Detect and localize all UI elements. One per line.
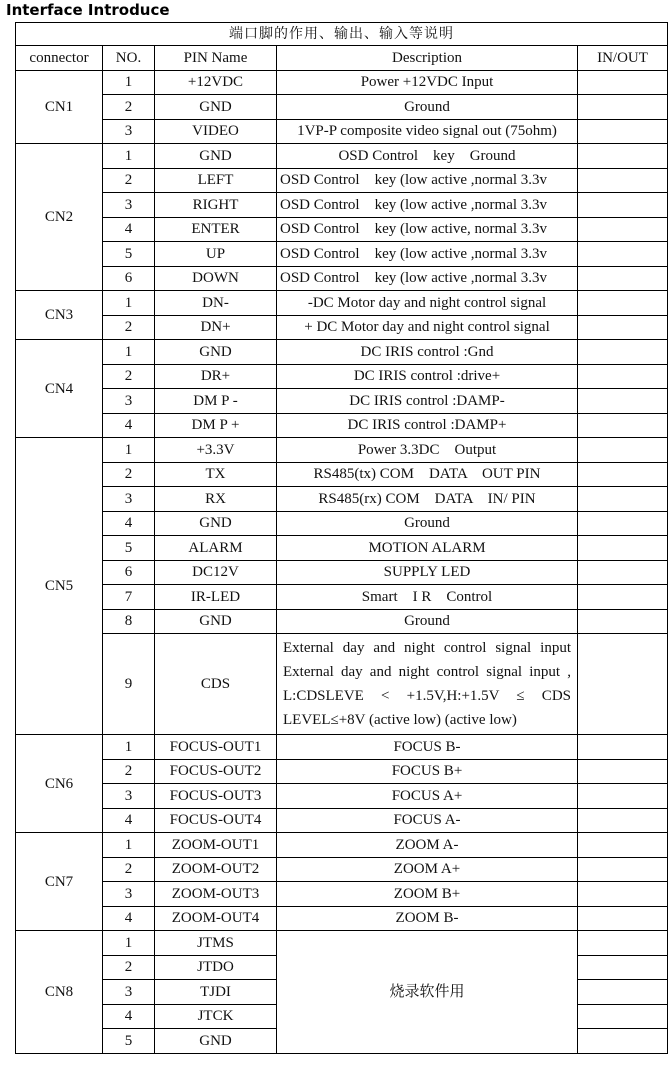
description-cell: Smart I R Control	[277, 585, 578, 610]
pin-number-cell: 4	[103, 1004, 155, 1029]
table-caption: 端口脚的作用、输出、输入等说明	[16, 23, 668, 46]
pin-number-cell: 5	[103, 1029, 155, 1054]
pin-number-cell: 4	[103, 906, 155, 931]
description-cell: 烧录软件用	[277, 931, 578, 1054]
table-row	[16, 70, 668, 95]
pin-number-cell: 2	[103, 364, 155, 389]
caption-row	[16, 23, 668, 46]
pin-number-cell: 2	[103, 168, 155, 193]
table-row	[16, 144, 668, 169]
pin-name-cell: UP	[155, 242, 277, 267]
header-connector: connector	[16, 46, 103, 71]
table-row	[16, 438, 668, 463]
pin-name-cell: RX	[155, 487, 277, 512]
in-out-cell	[578, 980, 668, 1005]
in-out-cell	[578, 882, 668, 907]
pin-number-cell: 3	[103, 193, 155, 218]
pin-number-cell: 3	[103, 119, 155, 144]
description-cell: External day and night control signal input External day and night control signal input , L:CDSLEVE < +1.5V,H:+1.5V ≤ CDS LEVEL≤+8V (active low) (active low)	[277, 634, 578, 735]
pin-number-cell: 6	[103, 560, 155, 585]
in-out-cell	[578, 168, 668, 193]
pin-name-cell: DC12V	[155, 560, 277, 585]
pin-name-cell: GND	[155, 511, 277, 536]
description-cell: OSD Control key (low active ,normal 3.3v	[277, 168, 578, 193]
pin-number-cell: 1	[103, 70, 155, 95]
table-row	[16, 95, 668, 120]
pin-name-cell: TX	[155, 462, 277, 487]
description-cell: Ground	[277, 95, 578, 120]
pin-name-cell: FOCUS-OUT4	[155, 808, 277, 833]
pin-number-cell: 5	[103, 536, 155, 561]
in-out-cell	[578, 609, 668, 634]
pin-name-cell: JTCK	[155, 1004, 277, 1029]
pin-number-cell: 7	[103, 585, 155, 610]
pin-number-cell: 1	[103, 438, 155, 463]
table-row	[16, 413, 668, 438]
in-out-cell	[578, 511, 668, 536]
in-out-cell	[578, 70, 668, 95]
in-out-cell	[578, 291, 668, 316]
pin-name-cell: IR-LED	[155, 585, 277, 610]
pin-name-cell: DM P -	[155, 389, 277, 414]
connector-cell: CN8	[16, 931, 103, 1054]
table-row	[16, 217, 668, 242]
table-row	[16, 784, 668, 809]
in-out-cell	[578, 462, 668, 487]
pin-number-cell: 2	[103, 759, 155, 784]
description-cell: Power 3.3DC Output	[277, 438, 578, 463]
in-out-cell	[578, 242, 668, 267]
table-row	[16, 808, 668, 833]
table-row	[16, 119, 668, 144]
description-cell: Ground	[277, 609, 578, 634]
table-row	[16, 340, 668, 365]
page-heading: Interface Introduce	[6, 1, 170, 19]
description-cell: OSD Control key (low active ,normal 3.3v	[277, 193, 578, 218]
table-row	[16, 462, 668, 487]
in-out-cell	[578, 364, 668, 389]
table-row	[16, 266, 668, 291]
header-pin-name: PIN Name	[155, 46, 277, 71]
header-no: NO.	[103, 46, 155, 71]
pin-name-cell: +3.3V	[155, 438, 277, 463]
in-out-cell	[578, 1029, 668, 1054]
table-row	[16, 560, 668, 585]
in-out-cell	[578, 1004, 668, 1029]
in-out-cell	[578, 340, 668, 365]
in-out-cell	[578, 487, 668, 512]
description-cell: RS485(tx) COM DATA OUT PIN	[277, 462, 578, 487]
in-out-cell	[578, 438, 668, 463]
connector-cell: CN6	[16, 735, 103, 833]
table-row	[16, 193, 668, 218]
description-cell: FOCUS B+	[277, 759, 578, 784]
pin-name-cell: RIGHT	[155, 193, 277, 218]
pin-name-cell: VIDEO	[155, 119, 277, 144]
in-out-cell	[578, 193, 668, 218]
description-cell: MOTION ALARM	[277, 536, 578, 561]
table-row	[16, 536, 668, 561]
pin-number-cell: 3	[103, 389, 155, 414]
table-row	[16, 609, 668, 634]
pin-name-cell: ZOOM-OUT4	[155, 906, 277, 931]
pin-number-cell: 1	[103, 291, 155, 316]
in-out-cell	[578, 906, 668, 931]
in-out-cell	[578, 735, 668, 760]
header-in-out: IN/OUT	[578, 46, 668, 71]
connector-cell: CN4	[16, 340, 103, 438]
description-cell: DC IRIS control :Gnd	[277, 340, 578, 365]
table-row	[16, 242, 668, 267]
pin-number-cell: 5	[103, 242, 155, 267]
pin-number-cell: 4	[103, 413, 155, 438]
pin-number-cell: 4	[103, 511, 155, 536]
pin-name-cell: FOCUS-OUT1	[155, 735, 277, 760]
pin-name-cell: GND	[155, 144, 277, 169]
pin-name-cell: ZOOM-OUT2	[155, 857, 277, 882]
table-row	[16, 857, 668, 882]
pin-name-cell: DN-	[155, 291, 277, 316]
description-cell: ZOOM B+	[277, 882, 578, 907]
header-description: Description	[277, 46, 578, 71]
description-cell: RS485(rx) COM DATA IN/ PIN	[277, 487, 578, 512]
pin-name-cell: TJDI	[155, 980, 277, 1005]
pin-name-cell: GND	[155, 609, 277, 634]
description-cell: DC IRIS control :DAMP-	[277, 389, 578, 414]
pin-number-cell: 3	[103, 882, 155, 907]
in-out-cell	[578, 784, 668, 809]
table-row	[16, 487, 668, 512]
in-out-cell	[578, 955, 668, 980]
description-cell: FOCUS A-	[277, 808, 578, 833]
pin-name-cell: DN+	[155, 315, 277, 340]
pin-name-cell: JTMS	[155, 931, 277, 956]
table-row	[16, 931, 668, 956]
pin-number-cell: 8	[103, 609, 155, 634]
table-row	[16, 882, 668, 907]
pin-number-cell: 2	[103, 955, 155, 980]
in-out-cell	[578, 808, 668, 833]
pin-number-cell: 1	[103, 735, 155, 760]
description-cell: ZOOM A+	[277, 857, 578, 882]
connector-cell: CN2	[16, 144, 103, 291]
description-cell: ZOOM A-	[277, 833, 578, 858]
pin-name-cell: +12VDC	[155, 70, 277, 95]
pin-name-cell: CDS	[155, 634, 277, 735]
pin-name-cell: LEFT	[155, 168, 277, 193]
pin-number-cell: 2	[103, 462, 155, 487]
description-cell: FOCUS B-	[277, 735, 578, 760]
description-cell: SUPPLY LED	[277, 560, 578, 585]
connector-cell: CN3	[16, 291, 103, 340]
interface-table-body	[16, 23, 668, 1054]
in-out-cell	[578, 634, 668, 735]
in-out-cell	[578, 931, 668, 956]
description-cell: OSD Control key (low active ,normal 3.3v	[277, 242, 578, 267]
in-out-cell	[578, 217, 668, 242]
pin-number-cell: 9	[103, 634, 155, 735]
pin-name-cell: GND	[155, 1029, 277, 1054]
connector-cell: CN5	[16, 438, 103, 735]
pin-name-cell: FOCUS-OUT3	[155, 784, 277, 809]
pin-name-cell: DR+	[155, 364, 277, 389]
pin-number-cell: 4	[103, 217, 155, 242]
description-cell: OSD Control key Ground	[277, 144, 578, 169]
table-row	[16, 585, 668, 610]
table-row	[16, 511, 668, 536]
table-row	[16, 168, 668, 193]
connector-cell: CN1	[16, 70, 103, 144]
in-out-cell	[578, 560, 668, 585]
pin-name-cell: DOWN	[155, 266, 277, 291]
pin-name-cell: ALARM	[155, 536, 277, 561]
pin-number-cell: 3	[103, 980, 155, 1005]
pin-number-cell: 3	[103, 487, 155, 512]
in-out-cell	[578, 857, 668, 882]
in-out-cell	[578, 95, 668, 120]
pin-number-cell: 2	[103, 315, 155, 340]
in-out-cell	[578, 833, 668, 858]
table-row	[16, 389, 668, 414]
description-cell: OSD Control key (low active, normal 3.3v	[277, 217, 578, 242]
description-cell: OSD Control key (low active ,normal 3.3v	[277, 266, 578, 291]
table-row	[16, 833, 668, 858]
table-row	[16, 364, 668, 389]
pin-name-cell: GND	[155, 340, 277, 365]
description-cell: Ground	[277, 511, 578, 536]
in-out-cell	[578, 315, 668, 340]
description-cell: 1VP-P composite video signal out (75ohm)	[277, 119, 578, 144]
in-out-cell	[578, 585, 668, 610]
table-row	[16, 291, 668, 316]
pin-name-cell: ZOOM-OUT3	[155, 882, 277, 907]
pin-name-cell: JTDO	[155, 955, 277, 980]
pin-number-cell: 2	[103, 857, 155, 882]
pin-number-cell: 1	[103, 144, 155, 169]
pin-name-cell: FOCUS-OUT2	[155, 759, 277, 784]
pin-number-cell: 1	[103, 931, 155, 956]
in-out-cell	[578, 119, 668, 144]
pin-name-cell: DM P +	[155, 413, 277, 438]
description-cell: DC IRIS control :DAMP+	[277, 413, 578, 438]
pin-number-cell: 2	[103, 95, 155, 120]
in-out-cell	[578, 413, 668, 438]
table-row	[16, 906, 668, 931]
in-out-cell	[578, 144, 668, 169]
connector-cell: CN7	[16, 833, 103, 931]
in-out-cell	[578, 536, 668, 561]
description-cell: DC IRIS control :drive+	[277, 364, 578, 389]
description-cell: -DC Motor day and night control signal	[277, 291, 578, 316]
table-row	[16, 735, 668, 760]
interface-table	[15, 22, 668, 1054]
table-row	[16, 315, 668, 340]
in-out-cell	[578, 266, 668, 291]
table-row	[16, 759, 668, 784]
in-out-cell	[578, 759, 668, 784]
header-row	[16, 46, 668, 71]
description-cell: Power +12VDC Input	[277, 70, 578, 95]
description-cell: FOCUS A+	[277, 784, 578, 809]
pin-number-cell: 6	[103, 266, 155, 291]
table-row	[16, 634, 668, 735]
pin-number-cell: 1	[103, 833, 155, 858]
pin-name-cell: ZOOM-OUT1	[155, 833, 277, 858]
pin-name-cell: ENTER	[155, 217, 277, 242]
in-out-cell	[578, 389, 668, 414]
description-cell: + DC Motor day and night control signal	[277, 315, 578, 340]
pin-name-cell: GND	[155, 95, 277, 120]
description-cell: ZOOM B-	[277, 906, 578, 931]
pin-number-cell: 1	[103, 340, 155, 365]
pin-number-cell: 4	[103, 808, 155, 833]
pin-number-cell: 3	[103, 784, 155, 809]
